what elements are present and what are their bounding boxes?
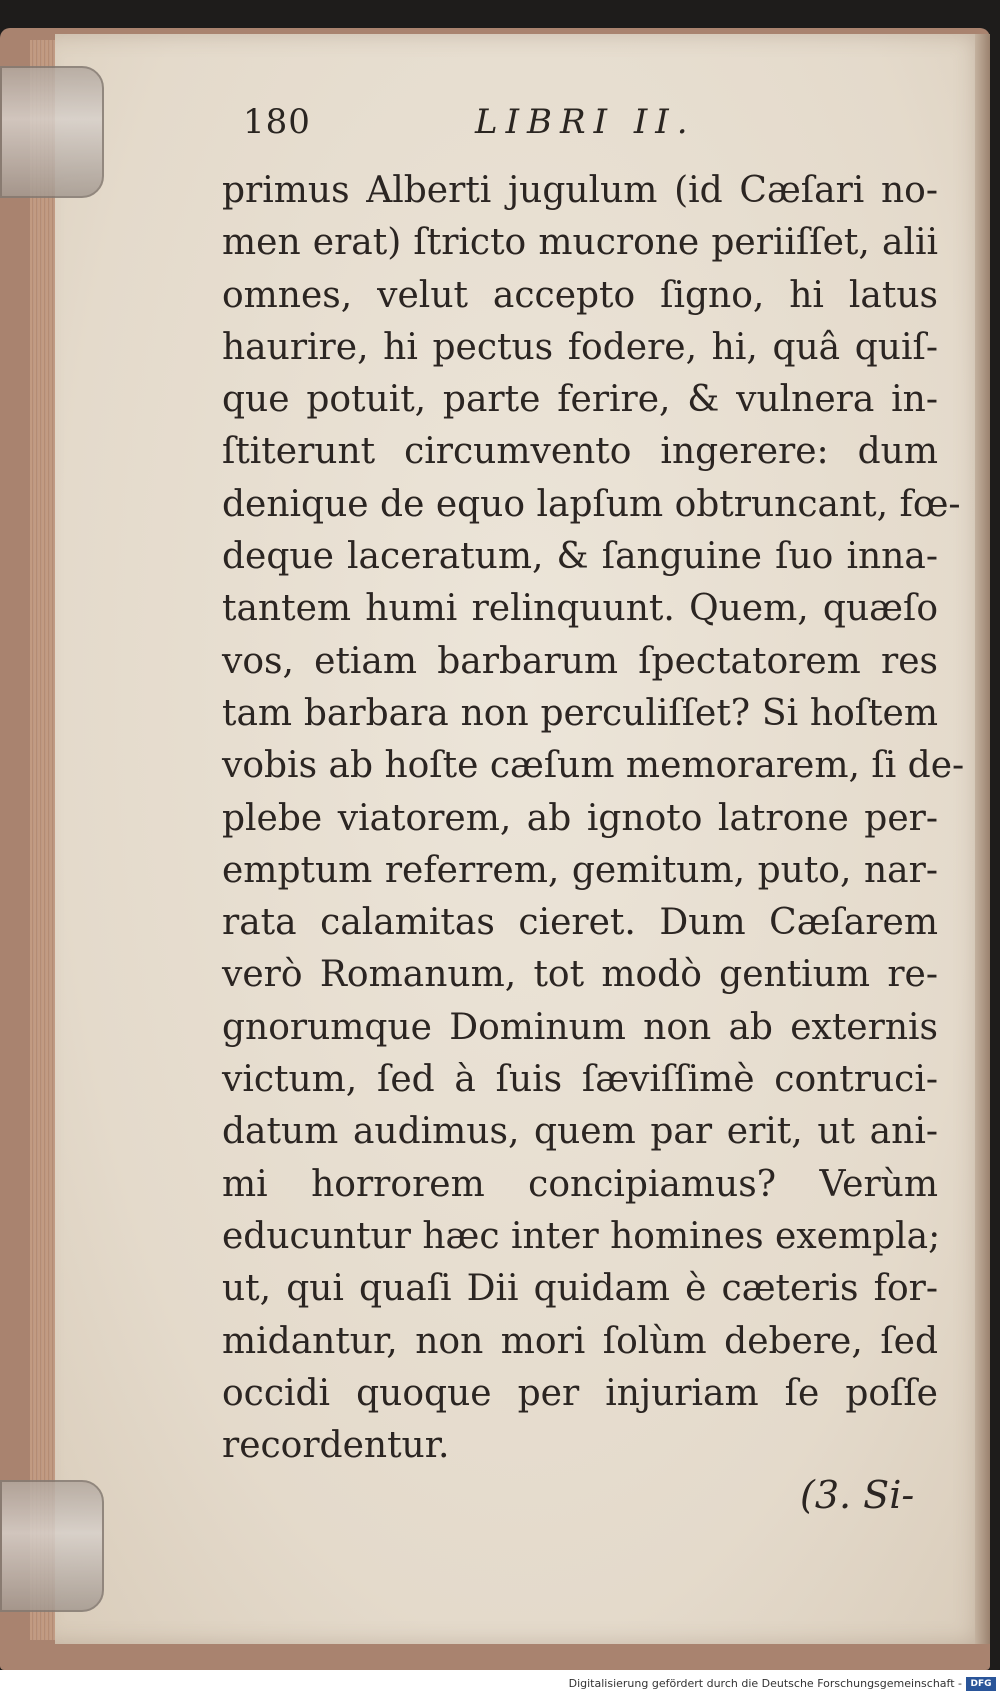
footer-bar [0, 1674, 1000, 1696]
text-line: primus Alberti jugulum (id Cæſari no- [222, 170, 938, 211]
text-line: verò Romanum, tot modò gentium re- [222, 954, 938, 996]
text-line: ut, qui quaſi Dii quidam è cæteris for- [222, 1268, 938, 1310]
text-line: gnorumque Dominum non ab externis [222, 1006, 938, 1048]
text-line: haurire, hi pectus fodere, hi, quâ quiſ- [222, 326, 938, 368]
running-head: LIBRI II. [475, 102, 696, 142]
text-line: mi horrorem concipiamus? Verùm [222, 1163, 938, 1205]
clasp-bottom [0, 1480, 104, 1612]
body-text [222, 165, 965, 1472]
text-line: educuntur hæc inter homines exempla; [222, 1215, 941, 1257]
clasp-top [0, 66, 104, 198]
text-line: emptum referrem, gemitum, puto, nar- [222, 849, 938, 891]
text-line: que potuit, parte ferire, & vulnera in- [222, 379, 938, 421]
dfg-logo: DFG [966, 1677, 996, 1691]
text-line: rata calamitas cieret. Dum Cæſarem [222, 902, 938, 944]
text-line: midantur, non mori ſolùm debere, ſed [222, 1320, 938, 1362]
page-number: 180 [243, 102, 311, 142]
text-line: vobis ab hoſte cæſum memorarem, ſi de- [222, 745, 965, 787]
funding-credit: Digitalisierung gefördert durch die Deutsche Forschungsgemeinschaft - [568, 1677, 962, 1690]
text-line: vos, etiam barbarum ſpectatorem res [222, 640, 938, 682]
text-line: ſtiterunt circumvento ingerere: dum [222, 431, 938, 473]
text-line: plebe viatorem, ab ignoto latrone per- [222, 797, 938, 839]
text-line: datum audimus, quem par erit, ut ani- [222, 1111, 938, 1153]
page-header [243, 102, 723, 146]
text-line: recordentur. [222, 1425, 450, 1467]
page-edges [30, 40, 58, 1640]
text-line: men erat) ſtricto mucrone periiſſet, alii [222, 222, 938, 264]
text-line: deque laceratum, & ſanguine ſuo inna- [222, 536, 938, 578]
text-line: victum, ſed à ſuis ſæviſſimè contruci- [222, 1059, 938, 1101]
text-line: denique de equo lapſum obtruncant, fœ- [222, 483, 961, 525]
catchword: (3. Si- [800, 1473, 915, 1517]
text-line: tantem humi relinquunt. Quem, quæſo [222, 588, 938, 630]
text-line: occidi quoque per injuriam ſe poſſe [222, 1372, 938, 1414]
text-line: tam barbara non perculiſſet? Si hoſtem [222, 692, 938, 734]
page-gutter [975, 34, 990, 1644]
text-line: omnes, velut accepto ſigno, hi latus [222, 274, 938, 316]
